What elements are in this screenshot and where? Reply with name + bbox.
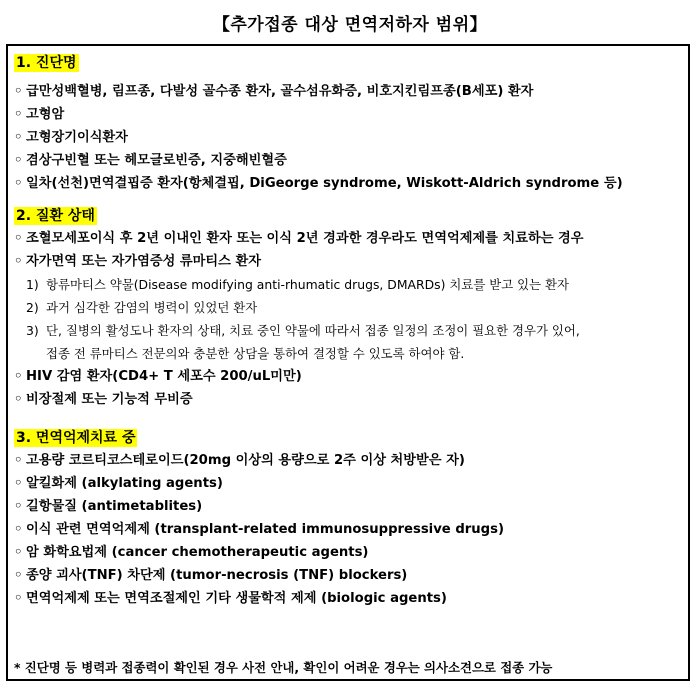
- list-item: ◦ 이식 관련 면역억제제 (transplant-related immunosuppressive drugs): [14, 518, 688, 541]
- section-diagnosis: [14, 52, 688, 195]
- list-item: ◦ 급만성백혈병, 림프종, 다발성 골수종 환자, 골수섬유화증, 비호지킨림프종(B세포) 환자: [14, 80, 688, 103]
- footnote: * 진단명 등 병력과 접종력이 확인된 경우 사전 안내, 확인이 어려운 경우는 의사소견으로 접종 가능: [14, 660, 553, 675]
- bullet-icon: ◦: [14, 568, 23, 583]
- list-item: ◦ 암 화학요법제 (cancer chemotherapeutic agents): [14, 541, 688, 564]
- bullet-icon: ◦: [14, 499, 23, 514]
- sub-item: 3) 단, 질병의 활성도나 환자의 상태, 치료 중인 약물에 따라서 접종 일정의 조정이 필요한 경우가 있어,: [26, 323, 580, 338]
- section-condition: [14, 205, 688, 411]
- sub-item-continuation: 접종 전 류마티스 전문의와 충분한 상담을 통하여 결정할 수 있도록 하여야 함.: [46, 346, 465, 361]
- bullet-icon: ◦: [14, 545, 23, 560]
- list-item: ◦ 고용량 코르티코스테로이드(20mg 이상의 용량으로 2주 이상 처방받은 자): [14, 449, 688, 472]
- content-box: [6, 44, 690, 681]
- bullet-icon: ◦: [14, 254, 23, 269]
- list-item: ◦ 조혈모세포이식 후 2년 이내인 환자 또는 이식 2년 경과한 경우라도 면역억제제를 치료하는 경우: [14, 227, 688, 250]
- section-heading: 3. 면역억제치료 중: [16, 430, 136, 446]
- list-item: ◦ 고형암: [14, 103, 688, 126]
- bullet-icon: ◦: [14, 522, 23, 537]
- page-title: 【추가접종 대상 면역저하자 범위】: [212, 15, 488, 35]
- section-heading: 1. 진단명: [16, 55, 77, 71]
- list-item: ◦ 면역억제제 또는 면역조절제인 기타 생물학적 제제 (biologic agents): [14, 587, 688, 610]
- bullet-icon: ◦: [14, 153, 23, 168]
- bullet-icon: ◦: [14, 176, 23, 191]
- list-item: ◦ 비장절제 또는 기능적 무비증: [14, 388, 688, 411]
- bullet-icon: ◦: [14, 231, 23, 246]
- bullet-icon: ◦: [14, 107, 23, 122]
- list-item: ◦ HIV 감염 환자(CD4+ T 세포수 200/uL미만): [14, 365, 688, 388]
- section-heading: 2. 질환 상태: [16, 208, 95, 224]
- bullet-icon: ◦: [14, 84, 23, 99]
- list-item: ◦ 자가면역 또는 자가염증성 류마티스 환자: [14, 250, 688, 273]
- bullet-icon: ◦: [14, 369, 23, 384]
- list-item: ◦ 고형장기이식환자: [14, 126, 688, 149]
- sub-item: 2) 과거 심각한 감염의 병력이 있었던 환자: [26, 300, 258, 315]
- list-item: ◦ 겸상구빈혈 또는 헤모글로빈증, 지중해빈혈증: [14, 149, 688, 172]
- bullet-icon: ◦: [14, 591, 23, 606]
- bullet-icon: ◦: [14, 392, 23, 407]
- list-item: ◦ 종양 괴사(TNF) 차단제 (tumor-necrosis (TNF) blockers): [14, 564, 688, 587]
- bullet-icon: ◦: [14, 130, 23, 145]
- list-item: ◦ 길항물질 (antimetablites): [14, 495, 688, 518]
- list-item: ◦ 일차(선천)면역결핍증 환자(항체결핍, DiGeorge syndrome, Wiskott-Aldrich syndrome 등): [14, 172, 688, 195]
- sub-item: 1) 항류마티스 약물(Disease modifying anti-rhumatic drugs, DMARDs) 치료를 받고 있는 환자: [26, 277, 569, 292]
- bullet-icon: ◦: [14, 476, 23, 491]
- section-immunosuppressive-treatment: [14, 421, 688, 610]
- list-item: ◦ 알킬화제 (alkylating agents): [14, 472, 688, 495]
- bullet-icon: ◦: [14, 453, 23, 468]
